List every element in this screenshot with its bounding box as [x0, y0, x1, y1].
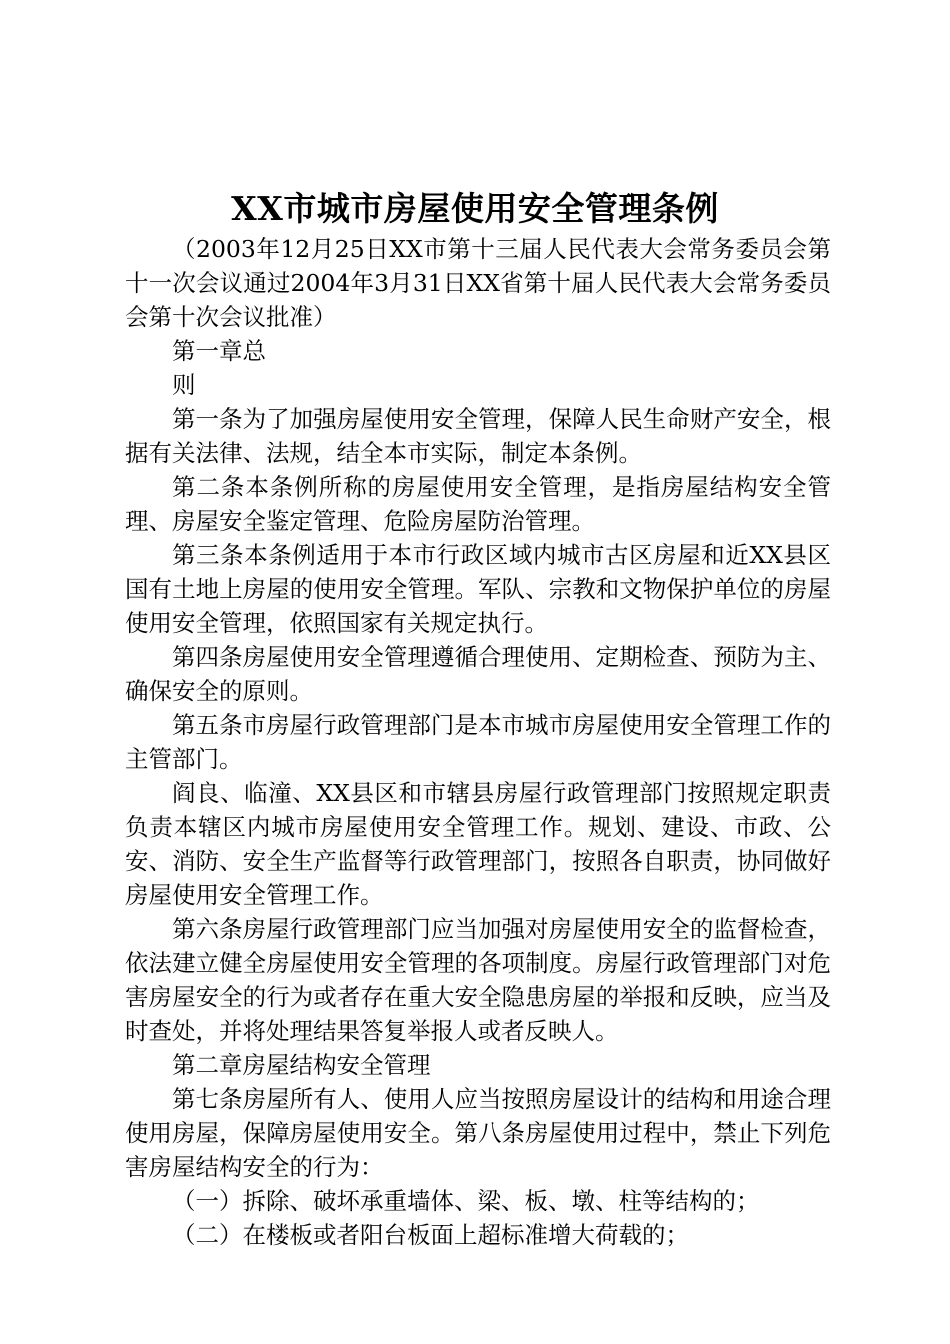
paragraph-article-1: 第一条为了加强房屋使用安全管理，保障人民生命财产安全，根据有关法律、法规，结全本市实际，制定本条例。 — [125, 405, 831, 467]
paragraph-article-5-cont: 阎良、临潼、XX县区和市辖县房屋行政管理部门按照规定职责负责本辖区内城市房屋使用安全管理工作。规划、建设、市政、公安、消防、安全生产监督等行政管理部门，按照各自职责，协同做好房屋使用安全管理工作。 — [125, 779, 831, 909]
paragraph-article-4: 第四条房屋使用安全管理遵循合理使用、定期检查、预防为主、确保安全的原则。 — [125, 643, 831, 705]
paragraph-article-6: 第六条房屋行政管理部门应当加强对房屋使用安全的监督检查，依法建立健全房屋使用安全管理的各项制度。房屋行政管理部门对危害房屋安全的行为或者存在重大安全隐患房屋的举报和反映，应当及时查处，并将处理结果答复举报人或者反映人。 — [125, 915, 831, 1045]
document-title: XX市城市房屋使用安全管理条例 — [231, 189, 719, 228]
paragraph-article-3: 第三条本条例适用于本市行政区域内城市古区房屋和近XX县区国有土地上房屋的使用安全管理。军队、宗教和文物保护单位的房屋使用安全管理，依照国家有关规定执行。 — [125, 541, 831, 637]
document-body — [125, 232, 831, 1252]
paragraph-preamble: （2003年12月25日XX市第十三届人民代表大会常务委员会第十一次会议通过2004年3月31日XX省第十届人民代表大会常务委员会第十次会议批准） — [125, 235, 831, 331]
paragraph-article-2: 第二条本条例所称的房屋使用安全管理，是指房屋结构安全管理、房屋安全鉴定管理、危险房屋防治管理。 — [125, 473, 831, 535]
paragraph-chapter-1-heading-b: 则 — [172, 371, 196, 399]
paragraph-item-2: （二）在楼板或者阳台板面上超标准增大荷载的； — [172, 1221, 689, 1249]
paragraph-article-5: 第五条市房屋行政管理部门是本市城市房屋使用安全管理工作的主管部门。 — [125, 711, 831, 773]
paragraph-chapter-2-heading: 第二章房屋结构安全管理 — [172, 1051, 431, 1079]
paragraph-item-1: （一）拆除、破坏承重墙体、梁、板、墩、柱等结构的； — [172, 1187, 760, 1215]
paragraph-article-7-8: 第七条房屋所有人、使用人应当按照房屋设计的结构和用途合理使用房屋，保障房屋使用安全。第八条房屋使用过程中，禁止下列危害房屋结构安全的行为： — [125, 1085, 831, 1181]
paragraph-chapter-1-heading-a: 第一章总 — [172, 337, 266, 365]
